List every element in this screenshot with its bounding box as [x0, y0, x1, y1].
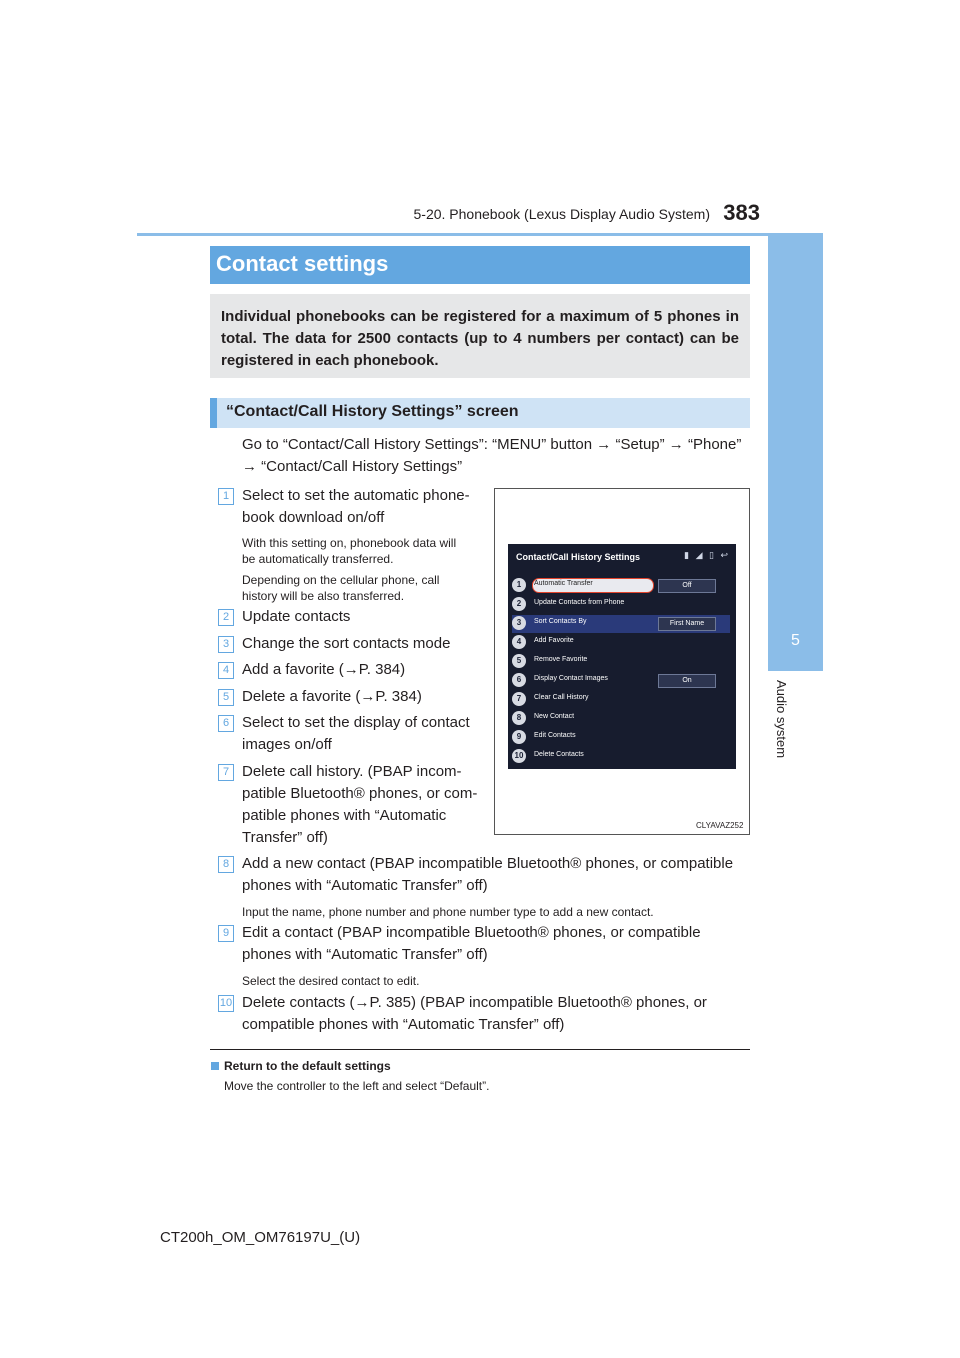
- screen-row-number: 9: [512, 730, 526, 744]
- screen-row-label: Delete Contacts: [534, 751, 584, 758]
- screen-row-number: 6: [512, 673, 526, 687]
- item-text: images on/off: [242, 736, 332, 753]
- intro-text: Individual phonebooks can be registered for a maximum of 5 phones in total. The data for 2500 contacts (up to 4 numbers per contact) can be registered in each phonebook.: [221, 308, 739, 369]
- item-number-badge: 7: [218, 764, 234, 781]
- screen-row[interactable]: [512, 596, 730, 614]
- item-note: history will be also transferred.: [242, 589, 405, 603]
- screen-row[interactable]: [512, 672, 730, 690]
- screen-row[interactable]: [512, 691, 730, 709]
- screen-row-label: Clear Call History: [534, 694, 589, 701]
- screen-illustration: [508, 544, 736, 769]
- screen-row-number: 2: [512, 597, 526, 611]
- item-number-badge: 6: [218, 715, 234, 732]
- item-note: be automatically transferred.: [242, 552, 394, 566]
- subheading: “Contact/Call History Settings” screen: [226, 403, 519, 420]
- illustration-code: CLYAVAZ252: [696, 821, 744, 830]
- chapter-label: Audio system: [774, 680, 789, 759]
- screen-row-number: 7: [512, 692, 526, 706]
- screen-row-number: 8: [512, 711, 526, 725]
- header-rule: [137, 233, 823, 236]
- subheading-accent: [210, 398, 217, 428]
- item-note: Depending on the cellular phone, call: [242, 573, 440, 587]
- note-body: Move the controller to the left and select “Default”.: [224, 1079, 490, 1093]
- item-number-badge: 3: [218, 636, 234, 653]
- screen-row-number: 1: [512, 578, 526, 592]
- navigation-path-line1: Go to “Contact/Call History Settings”: “MENU” button → “Setup” → “Phone”: [242, 436, 742, 453]
- item-note: Input the name, phone number and phone number type to add a new contact.: [242, 905, 654, 919]
- item-text: Select to set the display of contact: [242, 714, 470, 731]
- item-note: With this setting on, phonebook data will: [242, 536, 457, 550]
- item-text: Delete a favorite (→P. 384): [242, 688, 422, 705]
- screen-row-label: Display Contact Images: [534, 675, 608, 682]
- item-text: Update contacts: [242, 608, 351, 625]
- screen-row[interactable]: [512, 634, 730, 652]
- screen-row[interactable]: [512, 729, 730, 747]
- screen-row[interactable]: [512, 653, 730, 671]
- item-text: phones with “Automatic Transfer” off): [242, 946, 488, 963]
- screen-row[interactable]: [512, 615, 730, 633]
- item-text: Edit a contact (PBAP incompatible Bluetooth® phones, or compatible: [242, 924, 701, 941]
- screen-row-label: Edit Contacts: [534, 732, 576, 739]
- item-text: Add a favorite (→P. 384): [242, 661, 406, 678]
- item-number-badge: 5: [218, 689, 234, 706]
- item-text: Transfer” off): [242, 829, 328, 846]
- note-divider: [210, 1049, 750, 1050]
- screen-row-label: Remove Favorite: [534, 656, 588, 663]
- screen-row[interactable]: [512, 577, 730, 595]
- navigation-path-line2: → “Contact/Call History Settings”: [242, 458, 463, 475]
- screen-row-label: Add Favorite: [534, 637, 574, 644]
- screen-row[interactable]: [512, 710, 730, 728]
- note-heading: Return to the default settings: [224, 1059, 391, 1073]
- page-number: 383: [723, 200, 760, 225]
- footer-code: CT200h_OM_OM76197U_(U): [160, 1229, 361, 1246]
- item-number-badge: 2: [218, 609, 234, 626]
- chapter-tab: [768, 236, 823, 671]
- status-icons: ▮ ◢ ▯ ↩: [684, 550, 730, 560]
- item-number-badge: 8: [218, 856, 234, 873]
- square-bullet-icon: [211, 1062, 219, 1070]
- item-text: Delete call history. (PBAP incom-: [242, 763, 462, 780]
- item-text: Add a new contact (PBAP incompatible Bluetooth® phones, or compatible: [242, 855, 734, 872]
- item-text: book download on/off: [242, 509, 385, 526]
- screen-row-value[interactable]: First Name: [658, 617, 716, 631]
- screen-row-label: Update Contacts from Phone: [534, 599, 625, 606]
- screen-row-number: 3: [512, 616, 526, 630]
- running-header-section: 5-20. Phonebook (Lexus Display Audio System): [413, 206, 710, 222]
- item-text: patible Bluetooth® phones, or com-: [242, 785, 478, 802]
- screen-title: Contact/Call History Settings: [516, 552, 641, 562]
- chapter-number: 5: [791, 632, 800, 649]
- item-number-badge: 9: [218, 925, 234, 942]
- screen-row-number: 5: [512, 654, 526, 668]
- item-text: compatible phones with “Automatic Transfer” off): [242, 1016, 565, 1033]
- item-text: patible phones with “Automatic: [242, 807, 447, 824]
- item-number-badge: 1: [218, 488, 234, 505]
- screen-row-label: Automatic Transfer: [534, 580, 593, 587]
- item-text: Change the sort contacts mode: [242, 635, 451, 652]
- item-note: Select the desired contact to edit.: [242, 974, 420, 988]
- screen-row-value[interactable]: On: [658, 674, 716, 688]
- screen-row-label: New Contact: [534, 713, 575, 720]
- item-number-badge: 10: [218, 995, 234, 1012]
- screen-row-value[interactable]: Off: [658, 579, 716, 593]
- screen-row-label: Sort Contacts By: [534, 618, 587, 625]
- item-text: Select to set the automatic phone-: [242, 487, 470, 504]
- item-number-badge: 4: [218, 662, 234, 679]
- item-text: phones with “Automatic Transfer” off): [242, 877, 488, 894]
- screen-row-number: 10: [512, 749, 526, 763]
- item-text: Delete contacts (→P. 385) (PBAP incompatible Bluetooth® phones, or: [242, 994, 707, 1011]
- screen-row-number: 4: [512, 635, 526, 649]
- section-title: Contact settings: [216, 251, 389, 276]
- screen-row[interactable]: [512, 748, 730, 766]
